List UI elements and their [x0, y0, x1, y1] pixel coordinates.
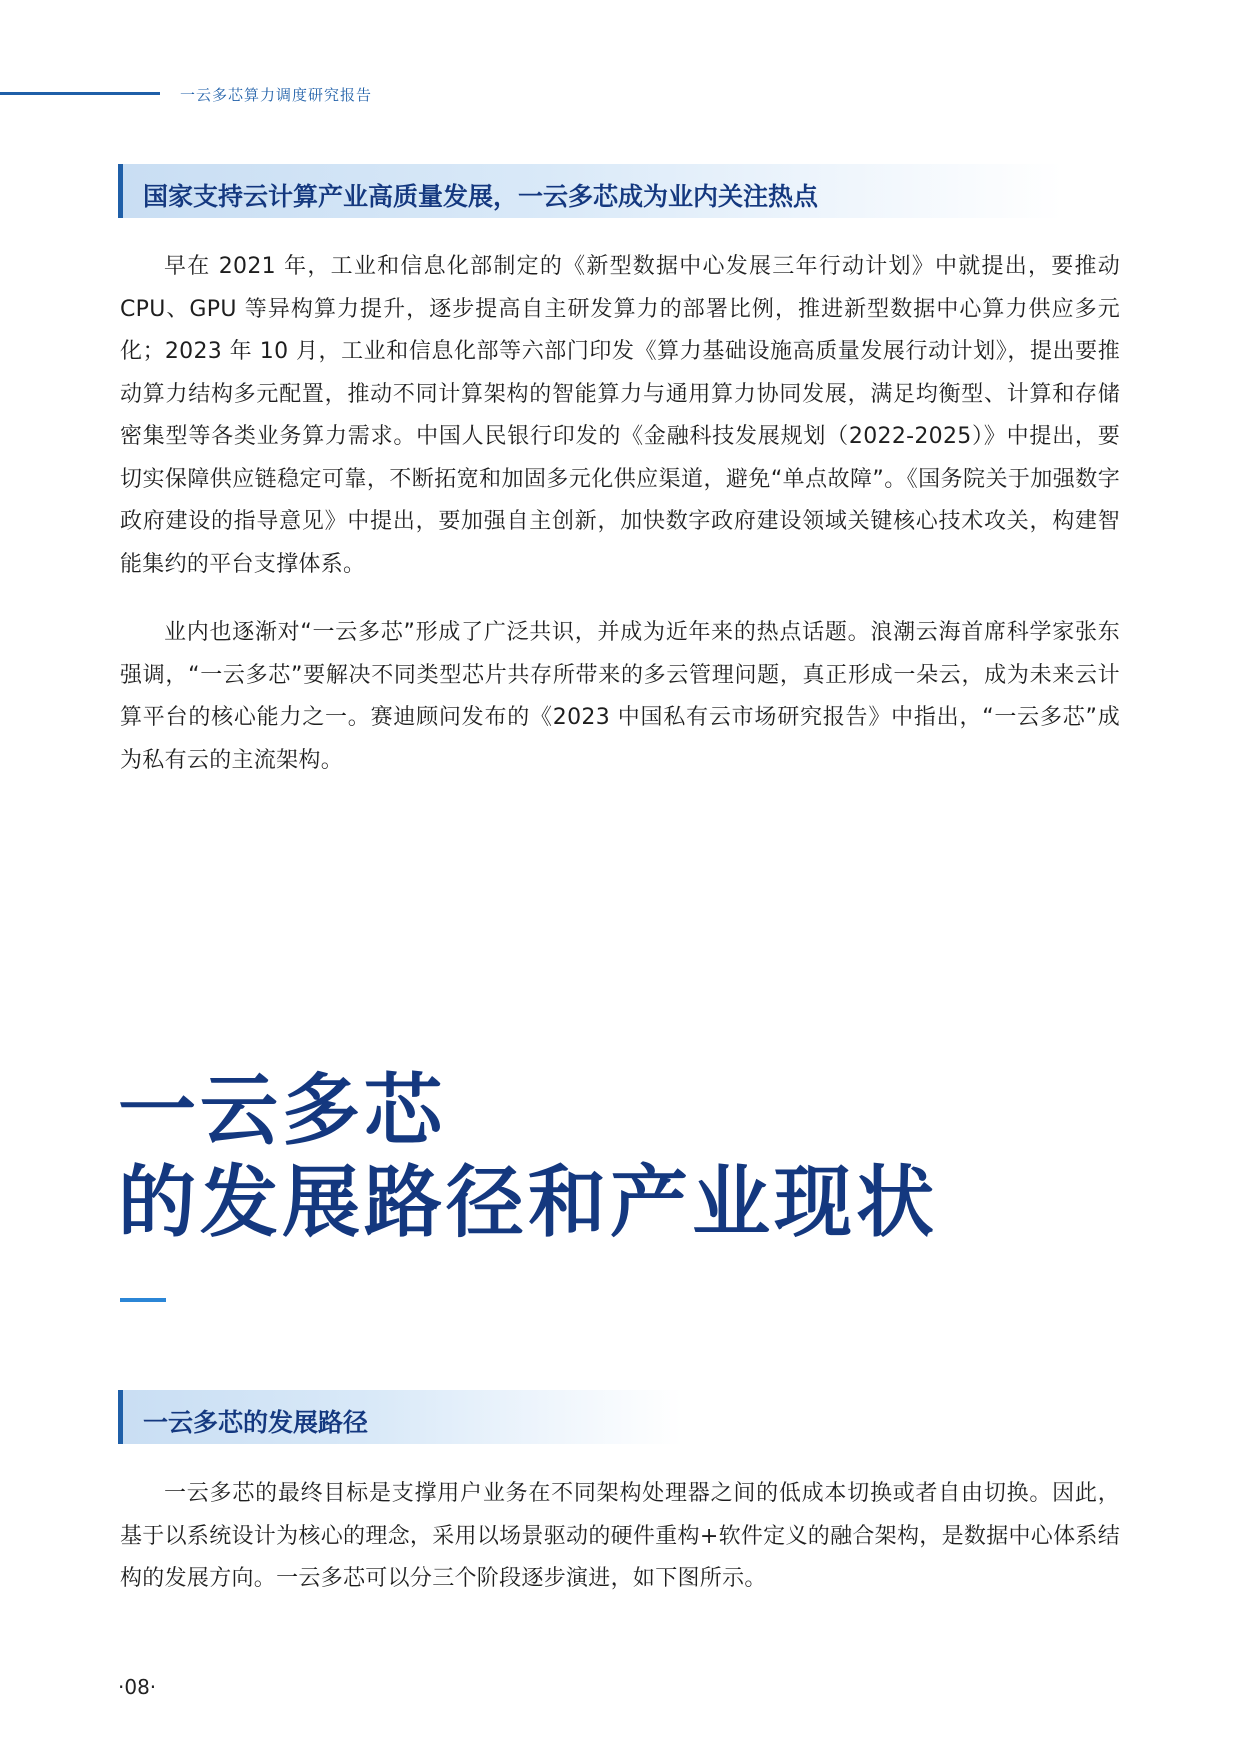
body-paragraph-consensus: 业内也逐渐对“一云多芯”形成了广泛共识，并成为近年来的热点话题。浪潮云海首席科学家张东强调，“一云多芯”要解决不同类型芯片共存所带来的多云管理问题，真正形成一朵云，成为未来云计算平台的核心能力之一。赛迪顾问发布的《2023 中国私有云市场研究报告》中指出，“一云多芯”成为私有云的主流架构。	[120, 620, 1120, 773]
chapter-title-underline	[120, 1298, 166, 1302]
section-heading-bar-path	[118, 1390, 683, 1444]
chapter-title-line-1: 一云多芯	[118, 1066, 447, 1156]
header-accent-line	[0, 92, 160, 95]
section-heading-policy: 国家支持云计算产业高质量发展，一云多芯成为业内关注热点	[143, 182, 819, 211]
body-paragraph-policy: 早在 2021 年，工业和信息化部制定的《新型数据中心发展三年行动计划》中就提出，要推动 CPU、GPU 等异构算力提升，逐步提高自主研发算力的部署比例，推进新型数据中心算力供应多元化；2023 年 10 月，工业和信息化部等六部门印发《算力基础设施高质量发展行动计划》，提出要推动算力结构多元配置，推动不同计算架构的智能算力与通用算力协同发展，满足均衡型、计算和存储密集型等各类业务算力需求。中国人民银行印发的《金融科技发展规划（2022-2025）》中提出，要切实保障供应链稳定可靠，不断拓宽和加固多元化供应渠道，避免“单点故障”。《国务院关于加强数字政府建设的指导意见》中提出，要加强自主创新，加快数字政府建设领域关键核心技术攻关，构建智能集约的平台支撑体系。	[120, 254, 1120, 577]
chapter-title-line-2: 的发展路径和产业现状	[118, 1158, 939, 1248]
section-heading-bar-policy	[118, 164, 1063, 218]
section-heading-path: 一云多芯的发展路径	[143, 1408, 369, 1437]
report-running-title: 一云多芯算力调度研究报告	[180, 86, 373, 104]
page-number: ·08·	[118, 1675, 157, 1699]
body-paragraph-path: 一云多芯的最终目标是支撑用户业务在不同架构处理器之间的低成本切换或者自由切换。因此，基于以系统设计为核心的理念，采用以场景驱动的硬件重构+软件定义的融合架构，是数据中心体系结构的发展方向。一云多芯可以分三个阶段逐步演进，如下图所示。	[120, 1481, 1120, 1591]
